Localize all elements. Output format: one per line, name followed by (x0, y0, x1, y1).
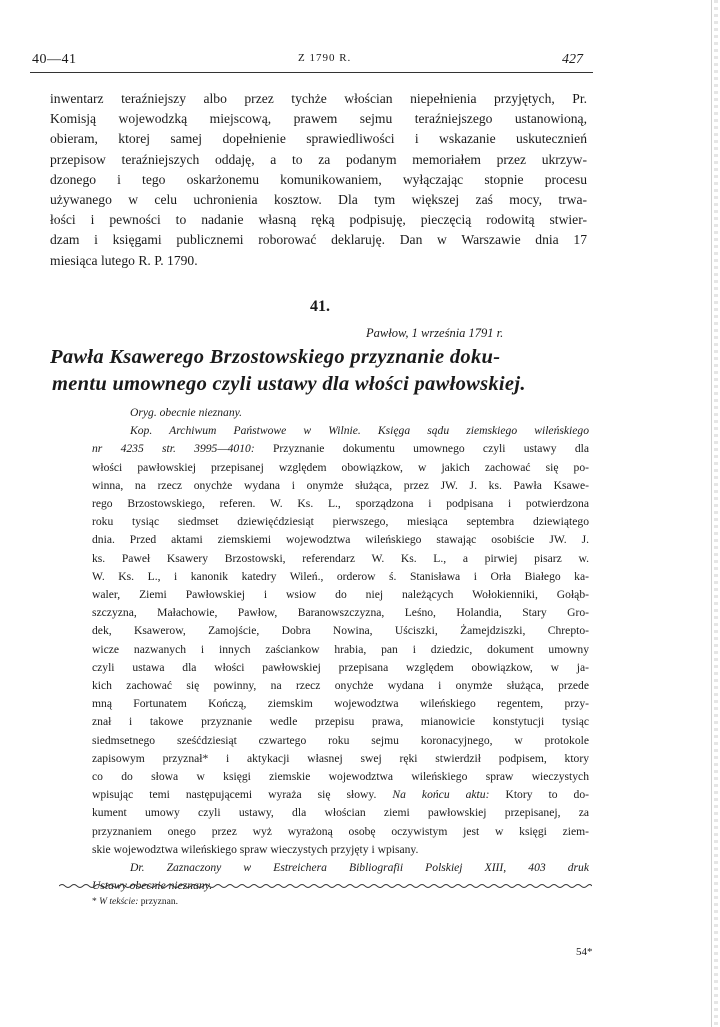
header-doc-range: 40—41 (32, 52, 77, 67)
text-line: inwentarz teraźniejszy albo przez tychże włościan niepełnienia przyjętych, Pr. (50, 91, 587, 106)
footnote-text: przyznan. (138, 897, 178, 907)
text-line: dek, Ksawerow, Zamojście, Dobra Nowina, Uściszki, Żamejdziszki, Chrepto- (92, 624, 589, 638)
header-rule (30, 72, 593, 73)
previous-document-ending (50, 89, 587, 271)
place-date: Pawłow, 1 września 1791 r. (366, 326, 504, 340)
text-line: dzonego i tego oskarżonemu komunikowaniem, wyłączając stopnie procesu (50, 171, 587, 187)
end-of-act-label: Na końcu aktu: (392, 788, 490, 802)
text-line: mną Fortunatem Kończą, ziemskim wojewodztwa wileńskiego regentem, przy- (92, 697, 589, 711)
footnote-label: W tekście: (99, 897, 139, 907)
footnote (92, 897, 178, 907)
text-line: ks. Paweł Ksawery Brzostowski, referendarz W. Ks. L., a pirwiej pisarz w. (92, 551, 589, 565)
text-line: obieram, ktorej samej dopełnienie sprawiedliwości i wskazanie uskutecznień (50, 131, 587, 147)
copy-note: Kop. Archiwum Państwowe w Wilnie. Księga sądu ziemskiego wileńskiego (130, 424, 589, 438)
text-line: waler, Ziemi Pawłowskiej i wsiow do niej należących Wołokienniki, Gołąb- (92, 588, 589, 602)
print-note-cont: Ustawy obecnie nieznany. (92, 879, 213, 893)
title-line: mentu umownego czyli ustawy dla włości pawłowskiej. (52, 373, 526, 395)
title-line: Pawła Ksawerego Brzostowskiego przyznanie doku- (50, 346, 501, 368)
text-line: kument umowy czyli ustawy, dla włościan ziemi pawłowskiej przepisanej, za (92, 806, 589, 820)
text-line: roku tysiąc siedmset dziewięćdziesiąt pierwszego, miesiąca septembra dziewiątego (92, 515, 589, 529)
document-number: 41. (310, 298, 330, 315)
text-line: łości i pewności to nadanie własną ręką podpisuję, pieczęcią rodowitą stwier- (50, 212, 587, 228)
source-notes (92, 404, 589, 895)
header-page-number: 427 (562, 52, 583, 67)
text-line: czyli ustawa dla włości pawłowskiej przepisana względem obowiązkow, w ja- (92, 660, 589, 674)
copy-reference: nr 4235 str. 3995—4010: (92, 442, 255, 456)
text-line: szczyzna, Małachowie, Pawłow, Baranowszczyzna, Leśno, Holandia, Stary Gro- (92, 606, 589, 620)
text-line: siedmsetnego sześćdziesiąt czwartego roku sejmu koronacyjnego, w protokole (92, 733, 589, 747)
text-line: kich zachować się powinny, na rzecz onychże wydana i onymże służąca, przede (92, 679, 589, 693)
text-line: Komisją wojewodzką miejscową, prawem sejmu teraźniejszego ustanowioną, (50, 111, 587, 127)
text-line: dzam i księgami publicznemi roborować deklaruję. Dan w Warszawie dnia 17 (50, 232, 587, 248)
text-line: skie wojewodztwa wileńskiego spraw wieczystych przyjęty i wpisany. (92, 842, 419, 856)
page-edge-line (711, 0, 712, 1027)
text-line: dnia. Przed aktami ziemskiemi wojewodztwa wileńskiego stawając osobiście JW. J. (92, 533, 589, 547)
text-segment: Ktory to do- (489, 788, 589, 802)
document-title (50, 344, 590, 398)
text-segment: wpisując temi następującemi wyraża się słowy. (92, 788, 377, 802)
separator-wavy-rule (59, 883, 592, 889)
text-line: winna, na rzecz onychże wydana i onymże służąca, przez JW. J. ks. Pawła Ksawe- (92, 478, 589, 492)
text-line: przyznaniem onego przez wyż wyrażoną osobę oczywistym jest w księgi ziem- (92, 824, 589, 838)
copy-note-cont (92, 440, 589, 458)
original-note: Oryg. obecnie nieznany. (130, 406, 243, 419)
text-line: W. Ks. L., i kanonik katedry Wileń., orderow ś. Stanisława i Orła Białego ka- (92, 569, 589, 583)
text-line: przepisow teraźniejszych oddaję, a to za podanym memoriałem przez ukrzyw- (50, 151, 587, 167)
text-line: co do słowa w księgi ziemskie wojewodztwa wileńskiego spraw wieczystych (92, 770, 589, 784)
text-line: wicze nazwanych i innych zaściankow hrabia, pan i dziedzic, dokument umowny (92, 642, 589, 656)
running-header (0, 52, 720, 72)
copy-text: Przyznanie dokumentu umownego czyli ustawy dla (254, 442, 589, 456)
text-line: zapisowym przyznał* i aktykacji własnej swej ręki stwierdził podpisem, ktory (92, 751, 589, 765)
text-line: znał i takowe przyznanie wedle przepisu prawa, mianowicie konstytucji tysiąc (92, 715, 589, 729)
print-note: Dr. Zaznaczony w Estreichera Bibliografii Polskiej XIII, 403 druk (130, 861, 589, 875)
text-line: używanego w celu uchronienia kosztow. Dla tym większej zaś mocy, trwa- (50, 192, 587, 208)
text-line: włości pawłowskiej przepisanej względem obowiązkow, w jakich zachować się po- (92, 460, 589, 474)
printer-signature: 54* (576, 946, 593, 958)
footnote-marker: * (92, 897, 97, 907)
text-line: miesiąca lutego R. P. 1790. (50, 252, 198, 268)
text-line (92, 786, 589, 804)
page-edge-dots (714, 0, 718, 1027)
text-line: rego Brzostowskiego, referen. W. Ks. L., sporządzona i podpisana i potwierdzona (92, 497, 589, 511)
header-year: Z 1790 R. (298, 52, 352, 64)
